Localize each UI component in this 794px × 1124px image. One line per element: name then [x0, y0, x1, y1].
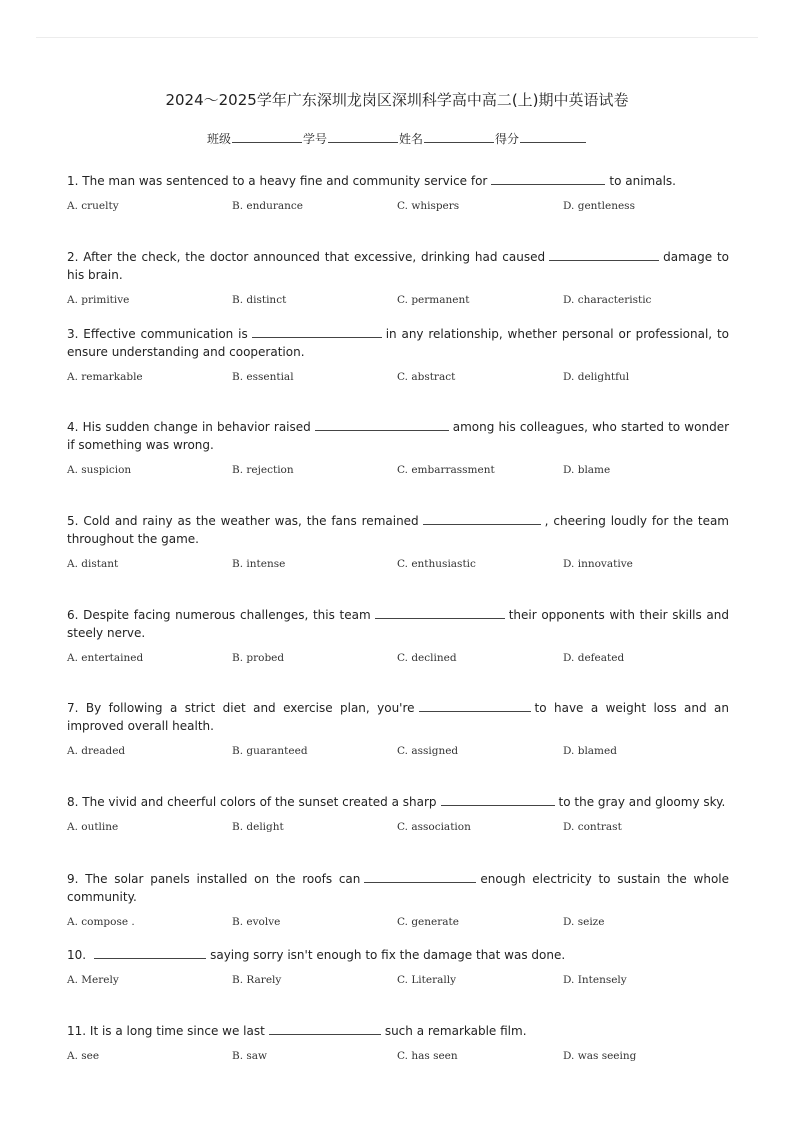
options-row	[67, 1048, 729, 1064]
option-d: D. blame	[563, 464, 611, 476]
options-row	[67, 914, 729, 930]
option-a: A. cruelty	[67, 200, 119, 212]
stem-text: enough electricity to sustain the whole community.	[67, 872, 729, 904]
question-6	[67, 606, 729, 666]
answer-blank	[269, 1022, 381, 1035]
question-9	[67, 870, 729, 930]
stem-text: 8. The vivid and cheerful colors of the sunset created a sharp	[67, 795, 437, 809]
question-5	[67, 512, 729, 572]
options-row	[67, 743, 729, 759]
page-title: 2024～2025学年广东深圳龙岗区深圳科学高中高二(上)期中英语试卷	[165, 91, 629, 109]
option-d: D. gentleness	[563, 200, 635, 212]
options-row	[67, 462, 729, 478]
option-a: A. remarkable	[67, 371, 143, 383]
stem-text: , cheering loudly for the team throughout the game.	[67, 514, 729, 546]
name-label: 姓名	[399, 132, 424, 146]
option-c: C. Literally	[397, 974, 457, 986]
stem-text: damage to his brain.	[67, 250, 729, 282]
answer-blank	[94, 946, 206, 959]
stem-text: to animals.	[609, 174, 676, 188]
option-c: C. declined	[397, 652, 457, 664]
score-blank	[520, 130, 586, 143]
stem-text: 2. After the check, the doctor announced that excessive, drinking had caused	[67, 250, 546, 264]
stem-text: among his colleagues, who started to wonder if something was wrong.	[67, 420, 730, 452]
question-8	[67, 793, 729, 835]
question-4	[67, 418, 729, 478]
answer-blank	[419, 699, 531, 712]
question-stem	[67, 606, 729, 642]
option-d: D. Intensely	[563, 974, 627, 986]
option-c: C. abstract	[397, 371, 456, 383]
options-row	[67, 556, 729, 572]
option-b: B. saw	[232, 1050, 268, 1062]
option-a: A. compose .	[67, 916, 135, 928]
question-stem	[67, 1022, 729, 1040]
stem-text: in any relationship, whether personal or professional, to ensure understanding and cooperation.	[67, 327, 729, 359]
option-b: B. rejection	[232, 464, 294, 476]
question-1	[67, 172, 729, 214]
option-c: C. whispers	[397, 200, 460, 212]
option-a: A. outline	[67, 821, 119, 833]
stem-text: 5. Cold and rainy as the weather was, the fans remained	[67, 514, 419, 528]
top-divider	[36, 37, 758, 38]
option-b: B. intense	[232, 558, 286, 570]
answer-blank	[491, 172, 605, 185]
option-d: D. innovative	[563, 558, 633, 570]
option-a: A. distant	[67, 558, 119, 570]
answer-blank	[364, 870, 476, 883]
stem-text: 11. It is a long time since we last	[67, 1024, 265, 1038]
option-a: A. suspicion	[67, 464, 132, 476]
stem-text: such a remarkable film.	[384, 1024, 527, 1038]
option-b: B. essential	[232, 371, 294, 383]
question-stem	[67, 699, 729, 735]
question-stem	[67, 870, 729, 906]
student-info-line	[0, 130, 794, 148]
stem-text: 4. His sudden change in behavior raised	[67, 420, 311, 434]
question-stem	[67, 172, 729, 190]
question-10	[67, 946, 729, 988]
question-stem	[67, 512, 729, 548]
stem-text: 1. The man was sentenced to a heavy fine and community service for	[67, 174, 488, 188]
option-b: B. probed	[232, 652, 285, 664]
option-b: B. Rarely	[232, 974, 282, 986]
option-b: B. distinct	[232, 294, 287, 306]
question-2	[67, 248, 729, 308]
stem-text: 3. Effective communication is	[67, 327, 248, 341]
option-b: B. endurance	[232, 200, 303, 212]
stem-text: 9. The solar panels installed on the roofs can	[67, 872, 361, 886]
question-stem	[67, 418, 729, 454]
option-d: D. defeated	[563, 652, 625, 664]
question-stem	[67, 946, 729, 964]
option-d: D. seize	[563, 916, 605, 928]
option-b: B. delight	[232, 821, 284, 833]
option-c: C. association	[397, 821, 471, 833]
option-d: D. delightful	[563, 371, 630, 383]
option-c: C. embarrassment	[397, 464, 495, 476]
question-stem	[67, 248, 729, 284]
class-blank	[232, 130, 302, 143]
options-row	[67, 198, 729, 214]
answer-blank	[252, 325, 382, 338]
option-a: A. Merely	[67, 974, 119, 986]
stem-text: saying sorry isn't enough to fix the damage that was done.	[210, 948, 566, 962]
student-number-blank	[328, 130, 398, 143]
option-b: B. evolve	[232, 916, 281, 928]
stem-text: 7. By following a strict diet and exercise plan, you're	[67, 701, 415, 715]
options-row	[67, 650, 729, 666]
answer-blank	[315, 418, 449, 431]
question-stem	[67, 325, 729, 361]
option-b: B. guaranteed	[232, 745, 308, 757]
question-stem	[67, 793, 729, 811]
stem-text: to have a weight loss and an improved overall health.	[67, 701, 729, 733]
options-row	[67, 292, 729, 308]
option-c: C. assigned	[397, 745, 459, 757]
question-3	[67, 325, 729, 385]
answer-blank	[375, 606, 505, 619]
option-c: C. has seen	[397, 1050, 458, 1062]
option-d: D. was seeing	[563, 1050, 637, 1062]
name-blank	[424, 130, 494, 143]
option-a: A. primitive	[67, 294, 130, 306]
stem-text: 10.	[67, 948, 87, 962]
question-11	[67, 1022, 729, 1064]
class-label: 班级	[206, 132, 231, 146]
option-d: D. contrast	[563, 821, 622, 833]
answer-blank	[441, 793, 555, 806]
option-a: A. see	[67, 1050, 100, 1062]
stem-text: 6. Despite facing numerous challenges, this team	[67, 608, 371, 622]
score-label: 得分	[495, 132, 520, 146]
answer-blank	[549, 248, 659, 261]
options-row	[67, 819, 729, 835]
option-a: A. dreaded	[67, 745, 126, 757]
option-c: C. enthusiastic	[397, 558, 476, 570]
option-d: D. characteristic	[563, 294, 652, 306]
option-d: D. blamed	[563, 745, 617, 757]
options-row	[67, 972, 729, 988]
option-a: A. entertained	[67, 652, 144, 664]
stem-text: their opponents with their skills and steely nerve.	[67, 608, 730, 640]
student-number-label: 学号	[302, 132, 327, 146]
stem-text: to the gray and gloomy sky.	[558, 795, 726, 809]
option-c: C. permanent	[397, 294, 470, 306]
option-c: C. generate	[397, 916, 459, 928]
options-row	[67, 369, 729, 385]
question-7	[67, 699, 729, 759]
answer-blank	[423, 512, 541, 525]
